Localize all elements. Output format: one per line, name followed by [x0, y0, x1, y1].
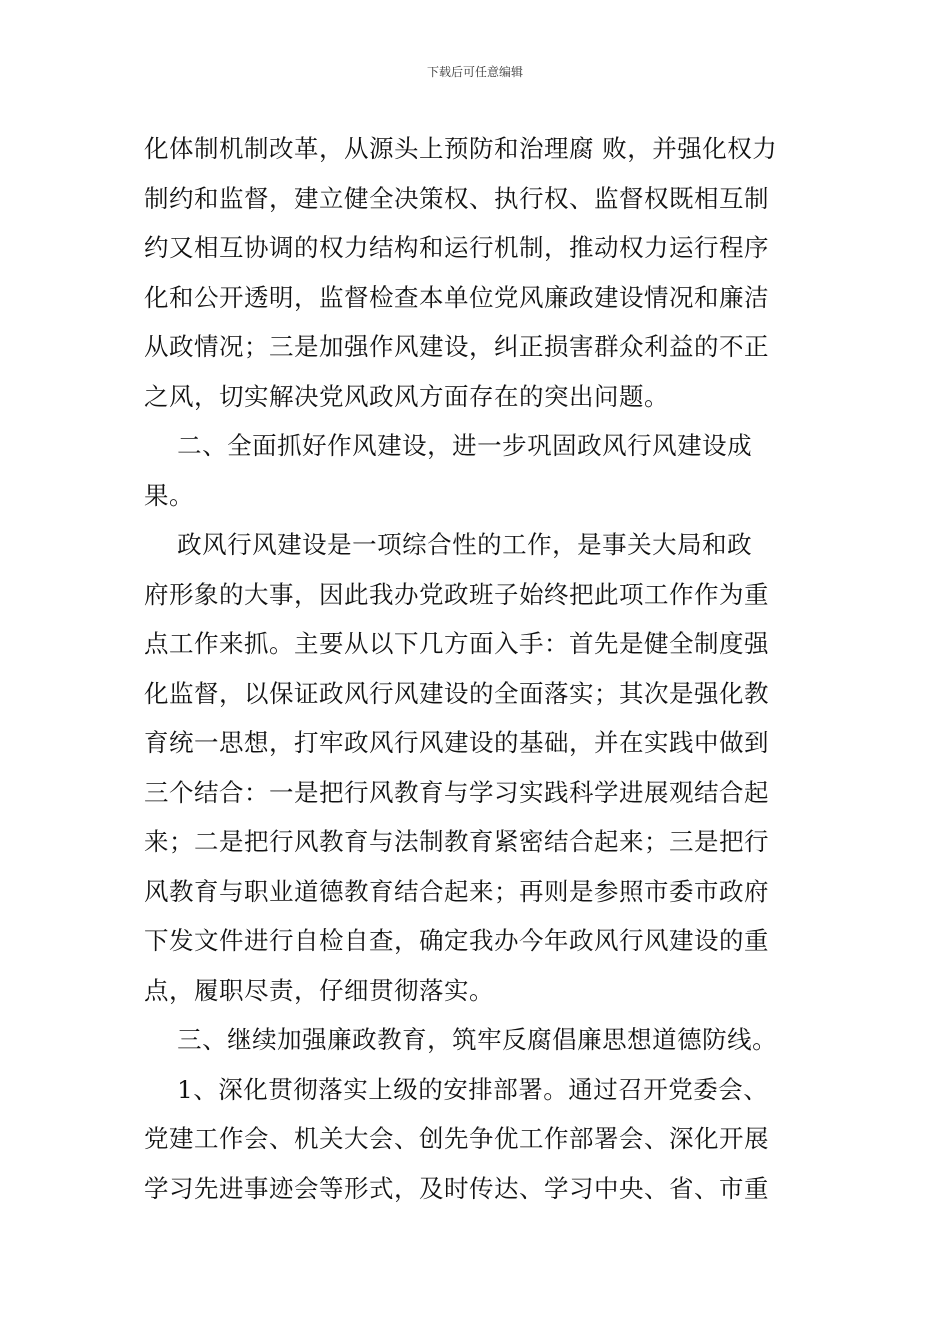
section-heading-line: 果。	[144, 480, 194, 510]
text-line: 点工作来抓。主要从以下几方面入手：首先是健全制度强	[144, 629, 769, 658]
text-line: 来；二是把行风教育与法制教育紧密结合起来；三是把行	[144, 827, 769, 856]
text-line: 化体制机制改革，从源头上预防和治理腐 败，并强化权力	[144, 134, 778, 163]
page-header: 下载后可任意编辑	[426, 65, 523, 79]
text-line: 制约和监督，建立健全决策权、执行权、监督权既相互制	[144, 183, 769, 213]
text-line: 学习先进事迹会等形式，及时传达、学习中央、省、市重	[144, 1173, 769, 1203]
text-line: 育统一思想，打牢政风行风建设的基础，并在实践中做到	[144, 728, 769, 757]
text-line: 约又相互协调的权力结构和运行机制，推动权力运行程序	[144, 233, 769, 262]
text-line: 三个结合：一是把行风教育与学习实践科学进展观结合起	[144, 777, 769, 807]
text-line: 1、深化贯彻落实上级的安排部署。通过召开党委会、	[144, 1074, 769, 1104]
text-line: 风教育与职业道德教育结合起来；再则是参照市委市政府	[144, 876, 769, 906]
text-line: 化监督，以保证政风行风建设的全面落实；其次是强化教	[144, 678, 769, 708]
text-line: 化和公开透明，监督检查本单位党风廉政建设情况和廉洁	[144, 282, 769, 312]
section-heading-line: 三、继续加强廉政教育，筑牢反腐倡廉思想道德防线。	[144, 1025, 778, 1054]
text-line: 府形象的大事，因此我办党政班子始终把此项工作作为重	[144, 579, 769, 609]
section-heading-line: 二、全面抓好作风建设，进一步巩固政风行风建设成	[144, 431, 753, 460]
text-line: 之风，切实解决党风政风方面存在的突出问题。	[144, 381, 669, 411]
text-line: 点，履职尽责，仔细贯彻落实。	[144, 975, 494, 1005]
text-line: 政风行风建设是一项综合性的工作，是事关大局和政	[144, 530, 753, 559]
text-line: 下发文件进行自检自查，确定我办今年政风行风建设的重	[144, 926, 769, 955]
text-line: 从政情况；三是加强作风建设，纠正损害群众利益的不正	[144, 332, 769, 361]
document-body	[144, 124, 812, 1213]
text-line: 党建工作会、机关大会、创先争优工作部署会、深化开展	[144, 1124, 769, 1153]
